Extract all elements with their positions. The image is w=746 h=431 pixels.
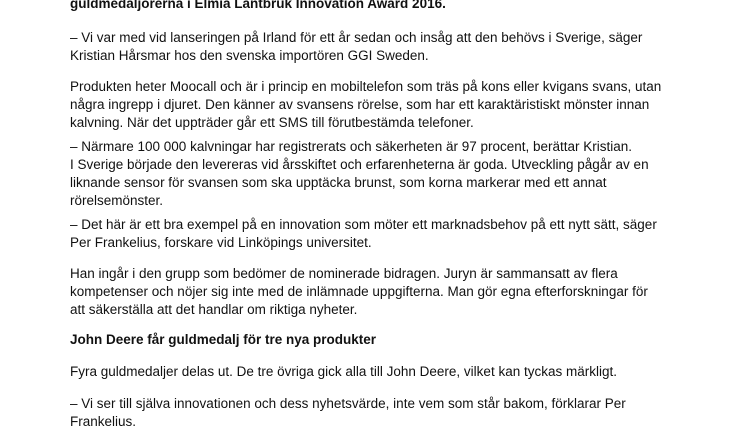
- paragraph-quote-frankelius: – Vi ser till själva innovationen och dess nyhetsvärde, inte vem som står bakom, förklarar Per Frankelius.: [70, 396, 626, 429]
- paragraph-bold-heading-fragment: guldmedaljörerna i Elmia Lantbruk Innovation Award 2016.: [70, 0, 446, 11]
- paragraph-product-description: Produkten heter Moocall och är i princip en mobiltelefon som träs på kons eller kvigans svans, utan några ingrepp i djuret. Den känner av svansens rörelse, som har ett karaktäristiskt mönster innan kalvning. När det uppträder går ett SMS till förutbestämda telefoner.: [70, 79, 662, 130]
- paragraph-quote-launch: – Vi var med vid lanseringen på Irland för ett år sedan och insåg att den behövs i Sverige, säger Kristian Hårsmar hos den svenska importören GGI Sweden.: [70, 30, 643, 63]
- paragraph-innovation-example: – Det här är ett bra exempel på en innovation som möter ett marknadsbehov på ett nytt sätt, säger Per Frankelius, forskare vid Linköpings universitet.: [70, 217, 657, 250]
- section-heading-john-deere: John Deere får guldmedalj för tre nya produkter: [70, 332, 377, 347]
- paragraph-jury-group: Han ingår i den grupp som bedömer de nominerade bidragen. Juryn är sammansatt av flera kompetenser och nöjer sig inte med de inlämnade uppgifterna. Man gör egna efterforskningar för att säkerställa att det handlar om riktiga nyheter.: [70, 266, 648, 317]
- paragraph-four-gold-medals: Fyra guldmedaljer delas ut. De tre övriga gick alla till John Deere, vilket kan tyckas märkligt.: [70, 364, 617, 379]
- paragraph-calvings-registered: – Närmare 100 000 kalvningar har registrerats och säkerheten är 97 procent, berättar Kristian. I Sverige började den levereras vid årsskiftet och erfarenheterna är goda. Utveckling pågår av en liknande sensor för svansen som ska upptäcka brunst, som korna markerar med ett annat rörelsemönster.: [70, 139, 649, 208]
